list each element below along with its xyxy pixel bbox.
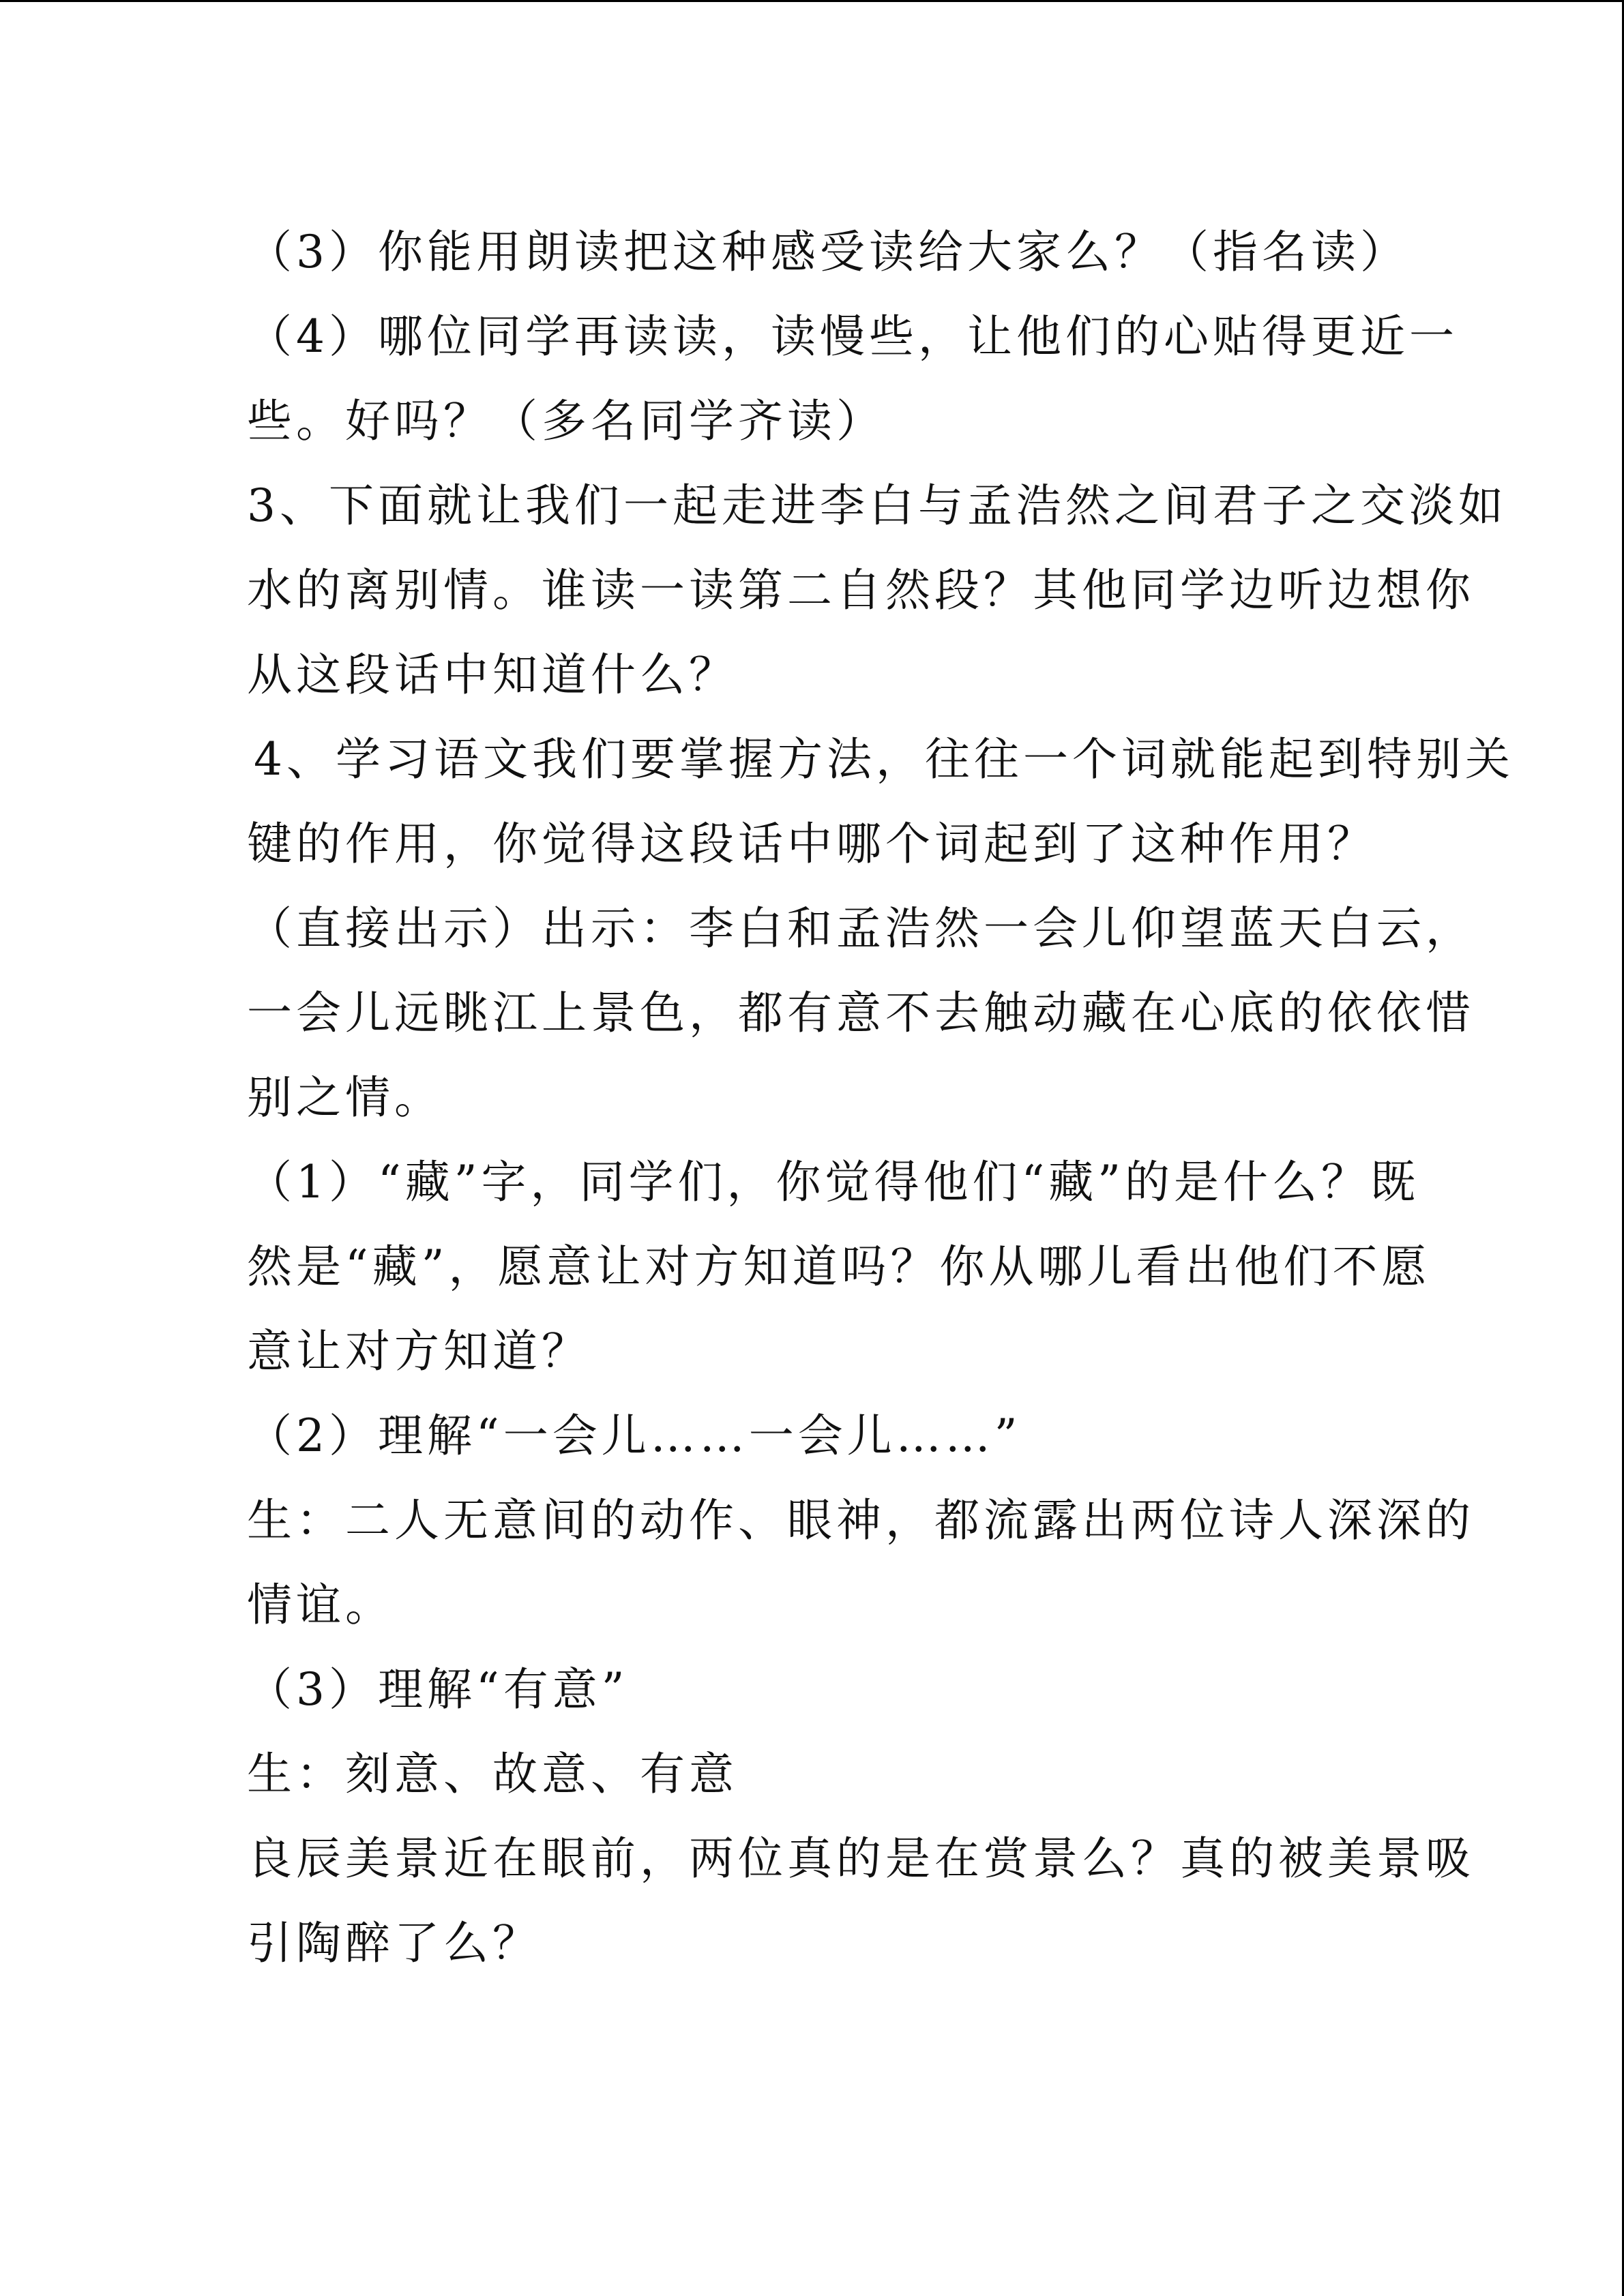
text-line-20: 良辰美景近在眼前，两位真的是在赏景么？真的被美景吸	[247, 1832, 1475, 1885]
text-line-7: 4、学习语文我们要掌握方法，往往一个词就能起到特别关	[254, 733, 1514, 786]
document-body	[247, 210, 1514, 1986]
text-line-1: （3）你能用朗读把这种感受读给大家么？（指名读）	[247, 226, 1409, 278]
text-line-8: 键的作用，你觉得这段话中哪个词起到了这种作用？	[247, 818, 1376, 870]
text-line-2: （4）哪位同学再读读，读慢些，让他们的心贴得更近一	[247, 310, 1458, 363]
text-line-19: 生：刻意、故意、有意	[247, 1748, 738, 1800]
text-line-17: 情谊。	[247, 1579, 394, 1631]
text-line-11: 别之情。	[247, 1071, 443, 1124]
text-line-12: （1）“藏”字，同学们，你觉得他们“藏”的是什么？既	[247, 1156, 1419, 1208]
text-line-15: （2）理解“一会儿……一会儿……”	[247, 1410, 1022, 1462]
text-line-5: 水的离别情。谁读一读第二自然段？其他同学边听边想你	[247, 564, 1475, 616]
text-line-13: 然是“藏”，愿意让对方知道吗？你从哪儿看出他们不愿	[247, 1240, 1431, 1293]
text-line-21: 引陶醉了么？	[247, 1917, 542, 1969]
text-line-9: （直接出示）出示：李白和孟浩然一会儿仰望蓝天白云，	[247, 902, 1475, 955]
text-line-18: （3）理解“有意”	[247, 1663, 629, 1716]
text-line-14: 意让对方知道？	[247, 1325, 591, 1377]
text-line-16: 生：二人无意间的动作、眼神，都流露出两位诗人深深的	[247, 1494, 1475, 1547]
text-line-6: 从这段话中知道什么？	[247, 648, 738, 701]
text-line-4: 3、下面就让我们一起走进李白与孟浩然之间君子之交淡如	[247, 479, 1507, 532]
text-line-3: 些。好吗？（多名同学齐读）	[247, 395, 885, 447]
text-line-10: 一会儿远眺江上景色，都有意不去触动藏在心底的依依惜	[247, 987, 1475, 1039]
